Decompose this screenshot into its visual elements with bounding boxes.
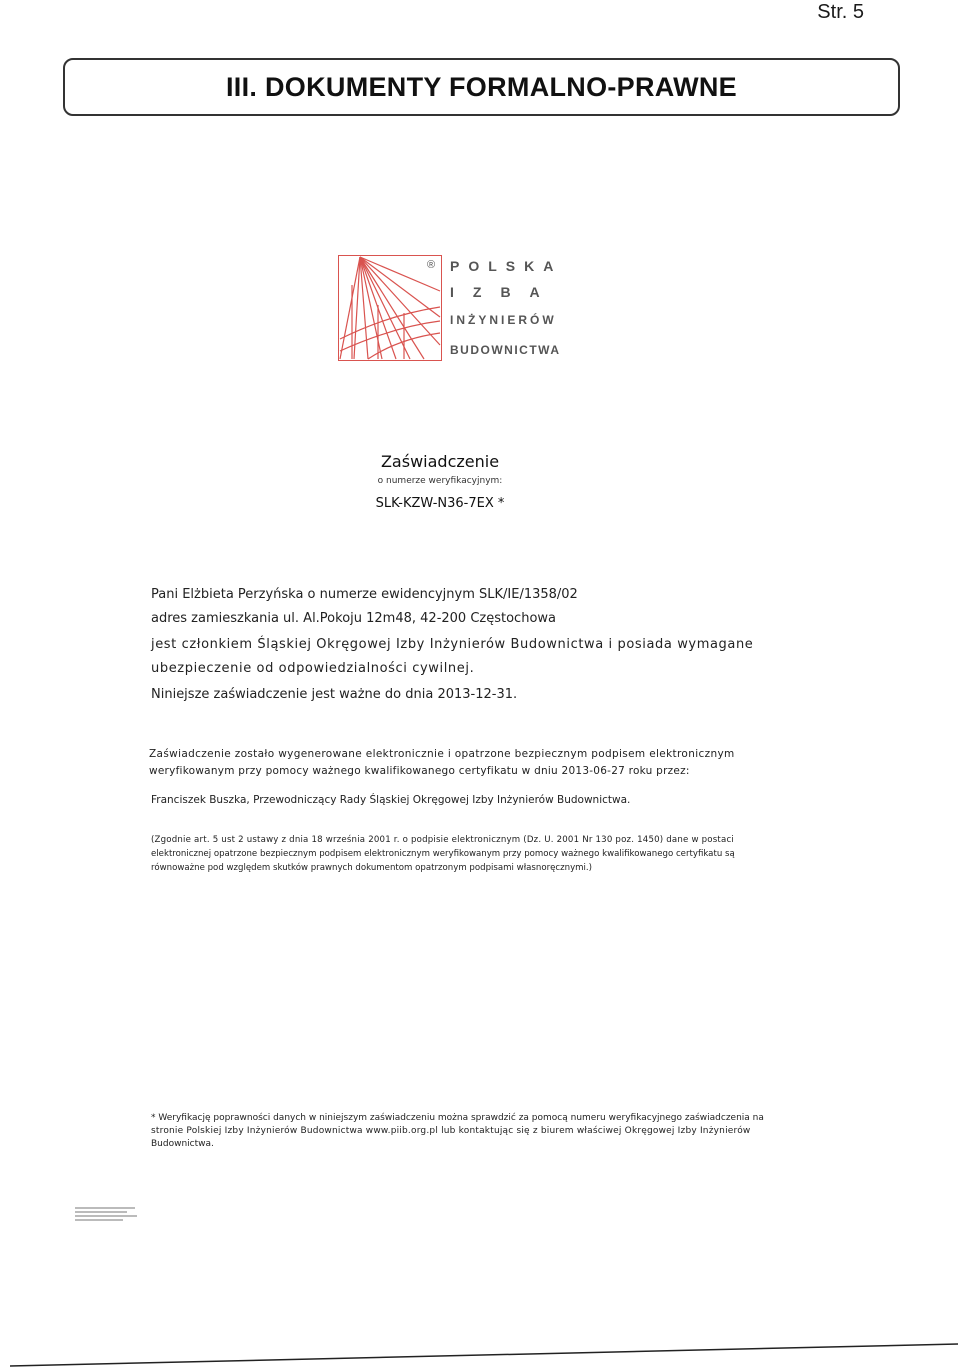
footnote-line-1: * Weryfikację poprawności danych w niniejszym zaświadczeniu można sprawdzić za pomocą numeru weryfikacyjnego zaświadczenia na — [151, 1113, 764, 1123]
validity-line: Niniejsze zaświadczenie jest ważne do dnia 2013-12-31. — [151, 687, 518, 702]
member-name-line: Pani Elżbieta Perzyńska o numerze ewidencyjnym SLK/IE/1358/02 — [151, 587, 578, 602]
signature-line-1: Zaświadczenie zostało wygenerowane elektronicznie i opatrzone bezpiecznym podpisem elektronicznym — [149, 748, 735, 760]
insurance-line: ubezpieczenie od odpowiedzialności cywilnej. — [151, 661, 475, 676]
signature-line-2: weryfikowanym przy pomocy ważnego kwalifikowanego certyfikatu w dniu 2013-06-27 roku przez: — [149, 765, 690, 777]
footnote-line-3: Budownictwa. — [151, 1139, 214, 1149]
address-line: adres zamieszkania ul. Al.Pokoju 12m48, 42-200 Częstochowa — [151, 611, 556, 626]
logo-line-izba: IZBA — [450, 284, 559, 300]
certificate-number: SLK-KZW-N36-7EX * — [375, 496, 505, 511]
certificate-subtitle: o numerze weryfikacyjnym: — [377, 476, 503, 486]
logo-line-budownictwa: BUDOWNICTWA — [450, 343, 561, 357]
logo-line-inzynierow: INŻYNIERÓW — [450, 313, 557, 327]
digital-signature-stamp — [75, 1207, 137, 1223]
registered-mark-icon: ® — [427, 259, 436, 271]
section-header-box — [63, 58, 900, 116]
page-bottom-divider — [0, 1330, 960, 1369]
certificate-title: Zaświadczenie — [380, 452, 500, 471]
page-number: Str. 5 — [817, 1, 864, 23]
signer-line: Franciszek Buszka, Przewodniczący Rady Śląskiej Okręgowej Izby Inżynierów Budownictwa. — [151, 794, 631, 806]
legal-note-line-2: elektronicznej opatrzone bezpiecznym podpisem elektronicznym weryfikowanym przy pomocy ważnego kwalifikowanego certyfikatu są — [151, 849, 735, 859]
membership-line: jest członkiem Śląskiej Okręgowej Izby Inżynierów Budownictwa i posiada wymagane — [151, 637, 754, 652]
legal-note-line-3: równoważne pod względem skutków prawnych dokumentom opatrzonym podpisami własnoręcznymi.) — [151, 863, 593, 873]
piib-logo — [338, 255, 563, 361]
logo-line-polska: POLSKA — [450, 258, 563, 274]
section-title: III. DOKUMENTY FORMALNO-PRAWNE — [226, 71, 737, 102]
legal-note-line-1: (Zgodnie art. 5 ust 2 ustawy z dnia 18 września 2001 r. o podpisie elektronicznym (Dz. U. 2001 Nr 130 poz. 1450) dane w postaci — [151, 835, 734, 845]
footnote-line-2: stronie Polskiej Izby Inżynierów Budownictwa www.piib.org.pl lub kontaktując się z biurem właściwej Okręgowej Izby Inżynierów — [151, 1126, 751, 1136]
